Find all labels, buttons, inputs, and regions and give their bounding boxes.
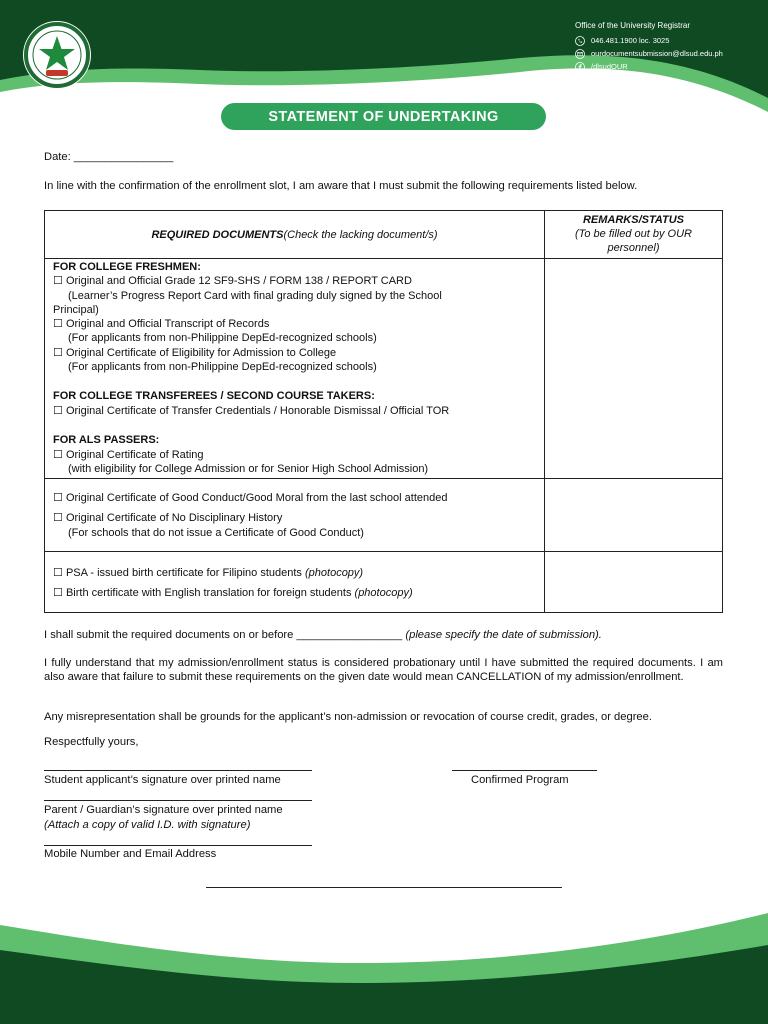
footer-wave-background: [0, 905, 768, 1024]
parent-id-note: (Attach a copy of valid I.D. with signature): [44, 819, 251, 831]
intro-text: In line with the confirmation of the enrollment slot, I am aware that I must submit the following requirements listed below.: [44, 180, 638, 192]
checkbox: ☐: [53, 318, 63, 330]
item-note: (Learner’s Progress Report Card with final grading duly signed by the School: [68, 290, 442, 302]
checkbox: ☐: [53, 347, 63, 359]
university-seal-logo: [22, 20, 92, 90]
conduct-item-good-moral[interactable]: ☐ Original Certificate of Good Conduct/Good Moral from the last school attended: [53, 492, 448, 504]
conduct-item-no-disciplinary[interactable]: ☐ Original Certificate of No Disciplinary History: [53, 512, 283, 524]
date-field: Date: ________________: [44, 151, 174, 163]
item-note: (For schools that do not issue a Certificate of Good Conduct): [68, 527, 364, 539]
submission-date-statement: I shall submit the required documents on or before _________________ (please specify the date of submission).: [44, 629, 602, 641]
birth-item-foreign[interactable]: ☐ Birth certificate with English translation for foreign students (photocopy): [53, 587, 413, 599]
transferee-item-credentials[interactable]: ☐ Original Certificate of Transfer Credentials / Honorable Dismissal / Official TOR: [53, 405, 450, 417]
student-signature-label: Student applicant’s signature over printed name: [44, 774, 281, 786]
facebook-icon: [575, 62, 585, 72]
requirements-table: [44, 210, 723, 613]
item-note: (For applicants from non-Philippine DepEd-recognized schools): [68, 361, 377, 373]
document-title: STATEMENT OF UNDERTAKING: [221, 103, 546, 130]
confirmed-program-label: Confirmed Program: [471, 774, 569, 786]
checkbox: ☐: [53, 405, 63, 417]
remarks-status-header: REMARKS/STATUS (To be filled out by OUR personnel): [575, 214, 692, 254]
student-signature-line[interactable]: [44, 770, 312, 771]
checkbox: ☐: [53, 492, 63, 504]
checkbox: ☐: [53, 567, 63, 579]
checkbox: ☐: [53, 512, 63, 524]
email-address[interactable]: ourdocumentsubmission@dlsud.edu.ph: [591, 49, 723, 58]
required-documents-header: REQUIRED DOCUMENTS (Check the lacking document/s): [151, 228, 438, 241]
facebook-handle[interactable]: /dlsudOUR: [591, 62, 628, 71]
item-note: (For applicants from non-Philippine DepEd-recognized schools): [68, 332, 377, 344]
contact-info: [575, 19, 723, 73]
mobile-email-label: Mobile Number and Email Address: [44, 848, 217, 860]
als-heading: FOR ALS PASSERS:: [53, 434, 160, 446]
freshmen-item-transcript[interactable]: ☐ Original and Official Transcript of Records: [53, 318, 270, 330]
parent-signature-label: Parent / Guardian’s signature over printed name: [44, 804, 283, 816]
phone-icon: [575, 36, 585, 46]
checkbox: ☐: [53, 587, 63, 599]
program-signature-line[interactable]: [452, 770, 597, 771]
office-name: Office of the University Registrar: [575, 21, 691, 30]
transferee-heading: FOR COLLEGE TRANSFEREES / SECOND COURSE TAKERS:: [53, 390, 375, 402]
phone-number: 046.481.1900 loc. 3025: [591, 36, 670, 45]
freshmen-item-report-card[interactable]: ☐ Original and Official Grade 12 SF9-SHS / FORM 138 / REPORT CARD: [53, 275, 412, 287]
als-item-rating[interactable]: ☐ Original Certificate of Rating: [53, 449, 204, 461]
probationary-statement: I fully understand that my admission/enrollment status is considered probationary until I have submitted the required documents. I am also aware that failure to submit these requirements on the given date would mean CANCELLATION of my admission/enrollment.: [44, 657, 723, 683]
birth-item-psa[interactable]: ☐ PSA - issued birth certificate for Filipino students (photocopy): [53, 567, 364, 579]
item-note: (with eligibility for College Admission or for Senior High School Admission): [68, 463, 429, 475]
checkbox: ☐: [53, 449, 63, 461]
checkbox: ☐: [53, 275, 63, 287]
mobile-email-line[interactable]: [44, 845, 312, 846]
closing-salutation: Respectfully yours,: [44, 736, 139, 748]
misrepresentation-statement: Any misrepresentation shall be grounds for the applicant’s non-admission or revocation of course credit, grades, or degree.: [44, 711, 652, 723]
parent-signature-line[interactable]: [44, 800, 312, 801]
email-icon: [575, 49, 585, 59]
item-note: Principal): [53, 304, 99, 316]
bottom-signature-line[interactable]: [206, 887, 562, 888]
freshmen-item-eligibility[interactable]: ☐ Original Certificate of Eligibility for Admission to College: [53, 347, 337, 359]
freshmen-heading: FOR COLLEGE FRESHMEN:: [53, 261, 201, 273]
